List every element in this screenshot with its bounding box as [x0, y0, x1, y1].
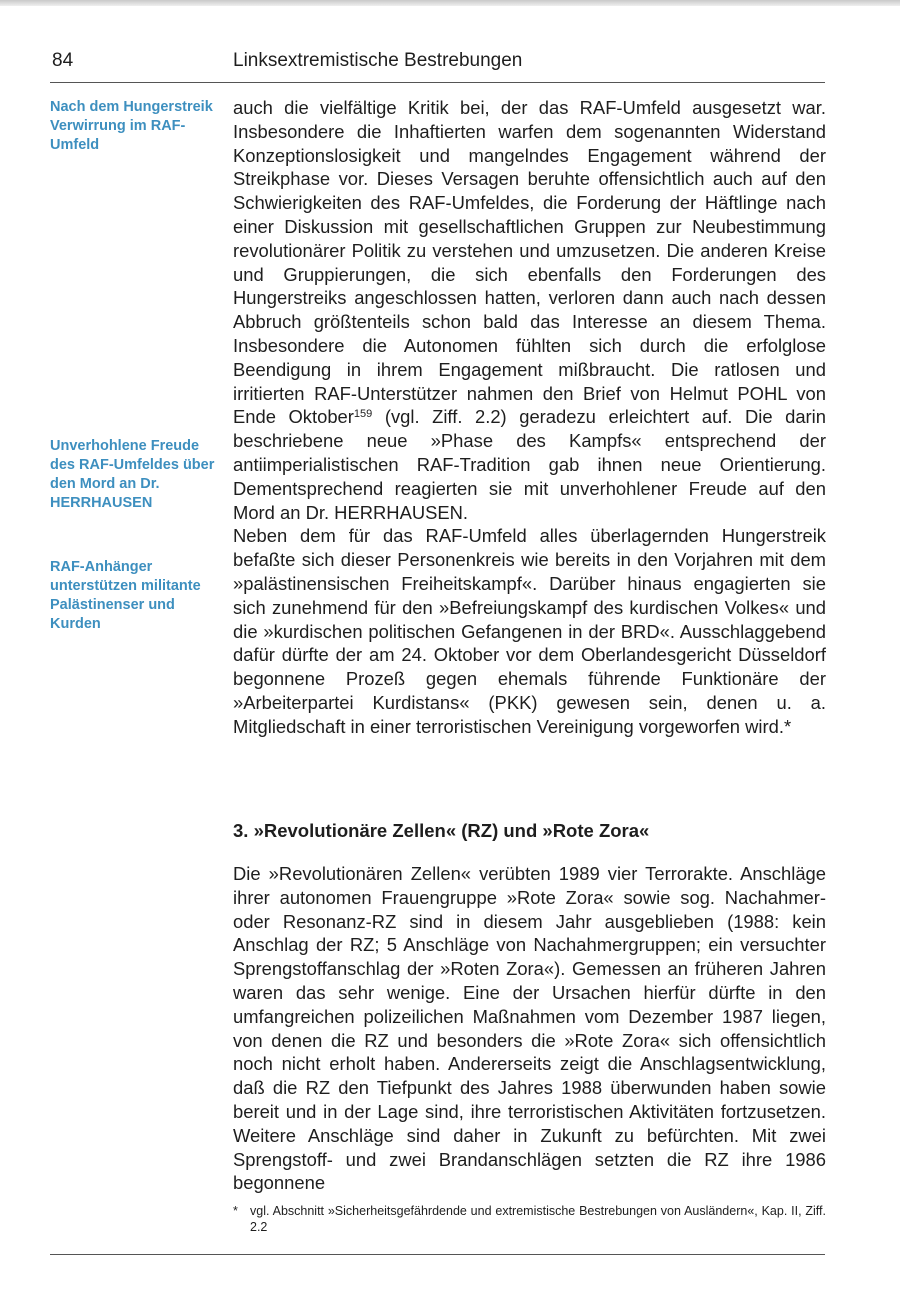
section-rz-body [233, 862, 826, 1195]
section-raf-umfeld-body [233, 96, 826, 739]
margin-note-palaestinenser-kurden: RAF-Anhänger unterstützen militante Palästinenser und Kurden [50, 559, 201, 632]
text-run: (vgl. Ziff. 2.2) geradezu erleichtert auf. Die darin beschriebene neue »Phase des Kampfs« entsprechend der antiimperialistischen RAF-Tradition gab ihnen neue Orientierung. Dementsprechend reagierten sie mit unverhohlener Freude auf den Mord an Dr. HERRHAUSEN. [233, 406, 826, 523]
section-heading-rz: 3. »Revolutionäre Zellen« (RZ) und »Rote Zora« [233, 820, 650, 841]
running-title: Linksextremistische Bestrebungen [233, 50, 523, 71]
header-rule [50, 82, 825, 83]
margin-note-hungerstreik: Nach dem Hungerstreik Verwirrung im RAF-Umfeld [50, 99, 213, 153]
text-run: auch die vielfältige Kritik bei, der das RAF-Umfeld ausgesetzt war. Insbesondere die Inhaftierten warfen dem sogenannten Widerstand Konzeptionslosigkeit und mangelndes Engagement während der Streikphase vor. Dieses Versagen beruhte offensichtlich auch auf den Schwierigkeiten des RAF-Umfeldes, die Forderung der Häftlinge nach einer Diskussion mit gesellschaftlichen Gruppen zur Neubestimmung revolutionärer Politik zu verstehen und umzusetzen. Die anderen Kreise und Gruppierungen, die sich ebenfalls den Forderungen des Hungerstreiks angeschlossen hatten, verloren dann auch nach dessen Abbruch größtenteils schon bald das Interesse an diesem Thema. Insbesondere die Autonomen fühlten sich durch die erfolglose Beendigung in ihrem Engagement mißbraucht. Die ratlosen und irritierten RAF-Unterstützer nahmen den Brief von Helmut POHL von Ende Oktober [233, 97, 826, 428]
page-header [0, 50, 900, 80]
page-number: 84 [52, 50, 74, 71]
paragraph: Die »Revolutionären Zellen« verübten 1989 vier Terrorakte. Anschläge ihrer autonomen Frauengruppe »Rote Zora« sowie sog. Nachahmer- oder Resonanz-RZ sind in diesem Jahr ausgeblieben (1988: kein Anschlag der RZ; 5 Anschläge von Nachahmergruppen; ein versuchter Sprengstoffanschlag der »Roten Zora«). Gemessen an früheren Jahren waren das sehr wenige. Eine der Ursachen hierfür dürfte in den umfangreichen polizeilichen Maßnahmen vom Dezember 1987 liegen, von denen die RZ und besonders die »Rote Zora« sich offensichtlich noch nicht erholt haben. Andererseits zeigt die Anschlagsentwicklung, daß die RZ den Tiefpunkt des Jahres 1988 überwunden haben sowie bereit und in der Lage sind, ihre terroristischen Aktivitäten fortzusetzen. Weitere Anschläge sind daher in Zukunft zu befürchten. Mit zwei Sprengstoff- und zwei Brandanschlägen setzten die RZ ihre 1986 begonnene [233, 863, 826, 1194]
paragraph: Neben dem für das RAF-Umfeld alles überlagernden Hungerstreik befaßte sich dieser Personenkreis wie bereits in den Vorjahren mit dem »palästinensischen Freiheitskampf«. Darüber hinaus engagierten sie sich zunehmend für den »Befreiungskampf des kurdischen Volkes« und die »kurdischen politischen Gefangenen in der BRD«. Ausschlaggebend dafür dürfte der am 24. Oktober vor dem Oberlandesgericht Düsseldorf begonnene Prozeß gegen ehemals führende Funktionäre der »Arbeiterpartei Kurdistans« (PKK) gewesen sein, denen u. a. Mitgliedschaft in einer terroristischen Vereinigung vorgeworfen wird.* [233, 525, 826, 737]
top-edge-shadow [0, 0, 900, 6]
footnote-mark: * [233, 1204, 238, 1218]
footer-rule [50, 1254, 825, 1255]
footnote-reference: 159 [353, 408, 373, 421]
paragraph [233, 96, 826, 524]
footnote-text: vgl. Abschnitt »Sicherheitsgefährdende und extremistische Bestrebungen von Ausländern«, Kap. II, Ziff. 2.2 [250, 1204, 826, 1234]
footnote [233, 1203, 826, 1235]
margin-note-herrhausen: Unverhohlene Freude des RAF-Umfeldes über den Mord an Dr. HERRHAUSEN [50, 438, 215, 511]
